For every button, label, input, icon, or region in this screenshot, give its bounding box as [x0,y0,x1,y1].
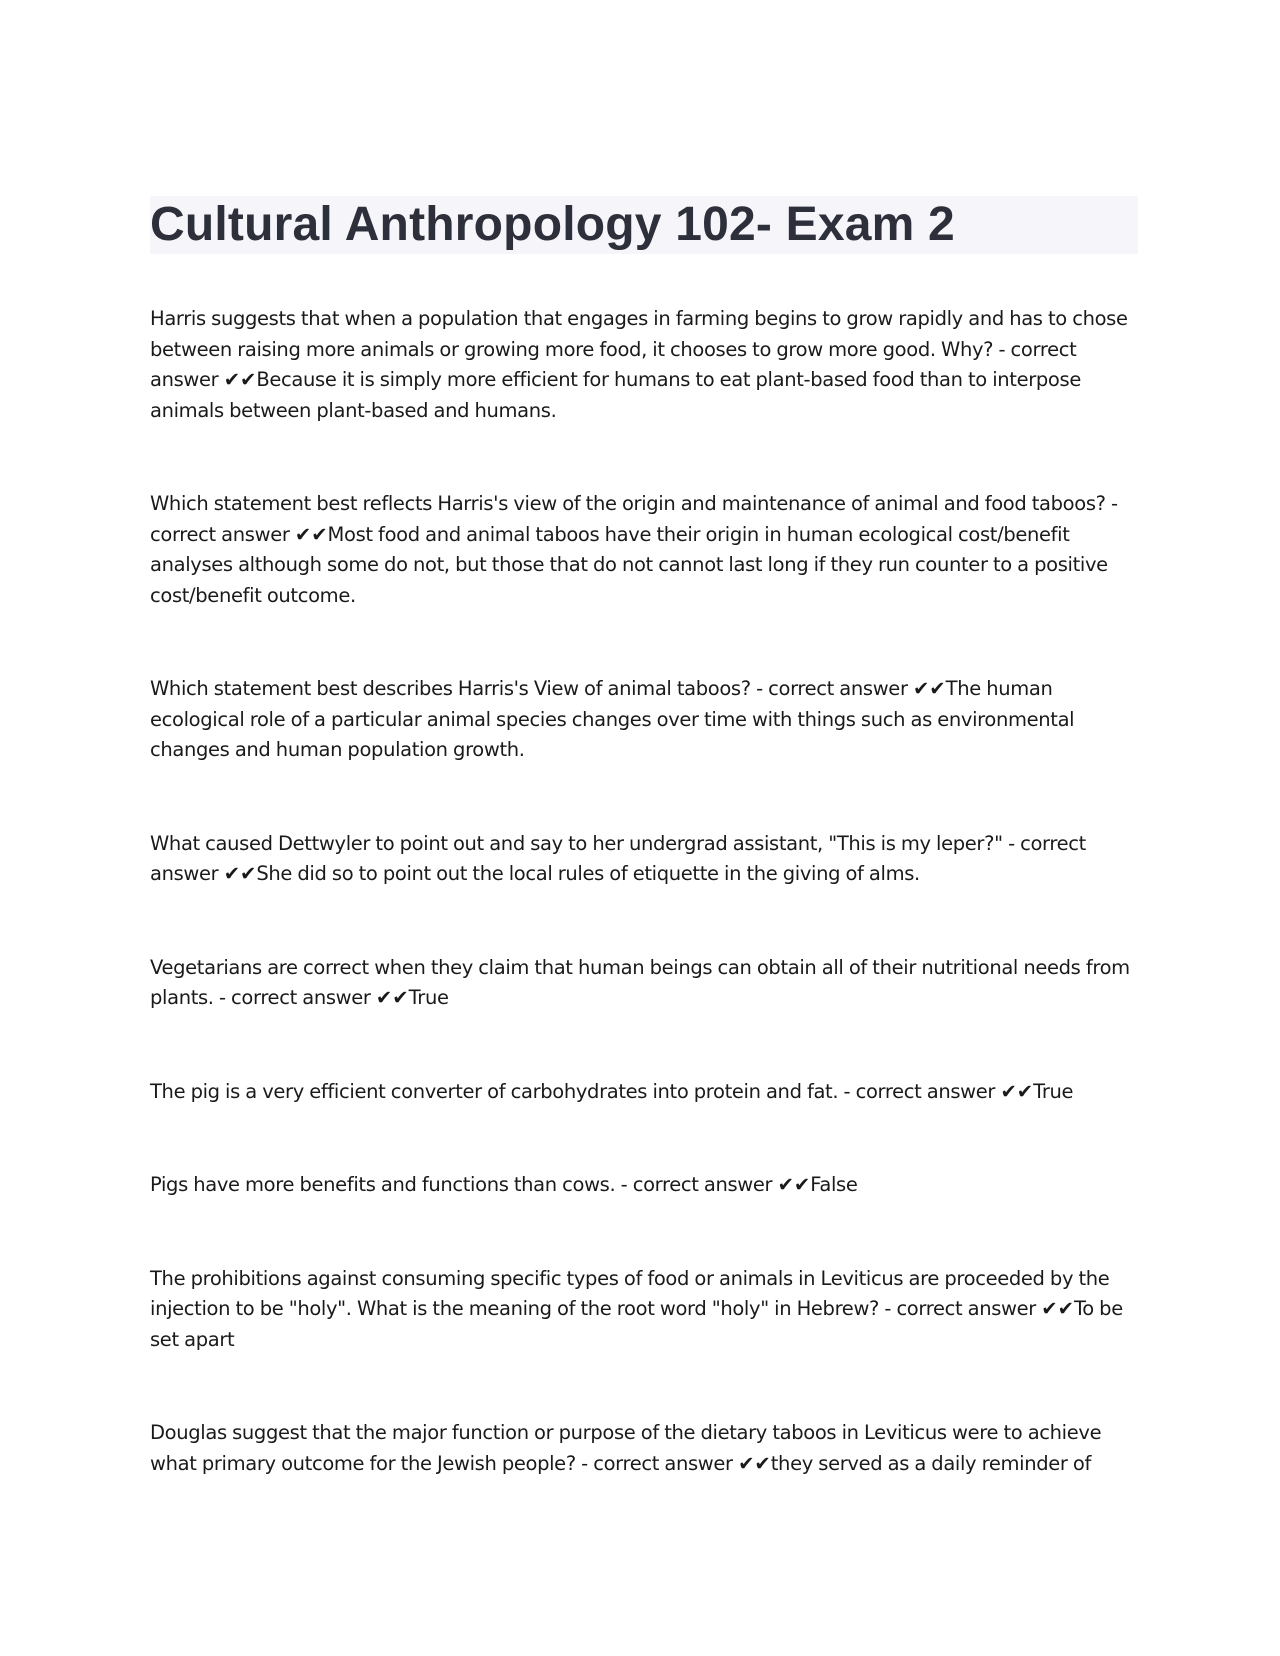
title-banner [150,196,1138,254]
question-text: Douglas suggest that the major function or purpose of the dietary taboos in Leviticus were to achieve what primary outcome for the Jewish people? - correct answer [150,1421,1102,1475]
checkmark-icon: ✔✔ [1041,1297,1074,1320]
qa-item [150,1077,1130,1108]
answer-text: Because it is simply more efficient for humans to eat plant-based food than to interpose animals between plant-based and humans. [150,368,1081,422]
question-text: The prohibitions against consuming specific types of food or animals in Leviticus are proceeded by the injection to be "holy". What is the meaning of the root word "holy" in Hebrew? - correct answer [150,1266,1110,1320]
checkmark-icon: ✔✔ [375,986,409,1009]
question-text: Which statement best describes Harris's View of animal taboos? - correct answer [150,677,913,700]
answer-text: She did so to point out the local rules of etiquette in the giving of alms. [256,862,920,885]
question-text: Harris suggests that when a population that engages in farming begins to grow rapidly and has to chose between raising more animals or growing more food, it chooses to grow more good. Why? - correct answer [150,307,1128,391]
qa-item [150,489,1130,611]
checkmark-icon: ✔✔ [912,677,946,700]
page-title: Cultural Anthropology 102- Exam 2 [150,198,955,251]
document-page [150,196,1130,1542]
question-text: What caused Dettwyler to point out and say to her undergrad assistant, "This is my leper?" - correct answer [150,831,1086,885]
qa-item [150,1170,1130,1201]
qa-item [150,304,1130,426]
answer-text: True [408,986,449,1009]
question-text: Pigs have more benefits and functions than cows. - correct answer [150,1173,778,1196]
checkmark-icon: ✔✔ [738,1451,771,1475]
checkmark-icon: ✔✔ [223,368,257,391]
qa-item [150,953,1130,1014]
checkmark-icon: ✔✔ [223,862,257,885]
question-text: The pig is a very efficient converter of carbohydrates into protein and fat. - correct answer [150,1079,1001,1103]
answer-text: False [810,1173,858,1196]
answer-text: Most food and animal taboos have their origin in human ecological cost/benefit analyses although some do not, but those that do not cannot last long if they run counter to a positive cost/benefit outcome. [150,522,1108,607]
question-text: Vegetarians are correct when they claim that human beings can obtain all of their nutritional needs from plants. - correct answer [150,955,1130,1009]
qa-item [150,829,1130,890]
checkmark-icon: ✔✔ [777,1173,811,1196]
answer-text: The human ecological role of a particular animal species changes over time with things such as environmental changes and human population growth. [150,677,1075,761]
qa-item [150,674,1130,766]
checkmark-icon: ✔✔ [294,522,328,546]
answer-text: they served as a daily reminder of [770,1451,1091,1475]
qa-item [150,1264,1130,1356]
answer-text: True [1033,1079,1074,1103]
answer-text: To be set apart [150,1297,1123,1351]
qa-item [150,1418,1130,1479]
qa-list [150,304,1130,1479]
question-text: Which statement best reflects Harris's view of the origin and maintenance of animal and food taboos? - correct answer [150,492,1118,546]
checkmark-icon: ✔✔ [1000,1079,1034,1103]
